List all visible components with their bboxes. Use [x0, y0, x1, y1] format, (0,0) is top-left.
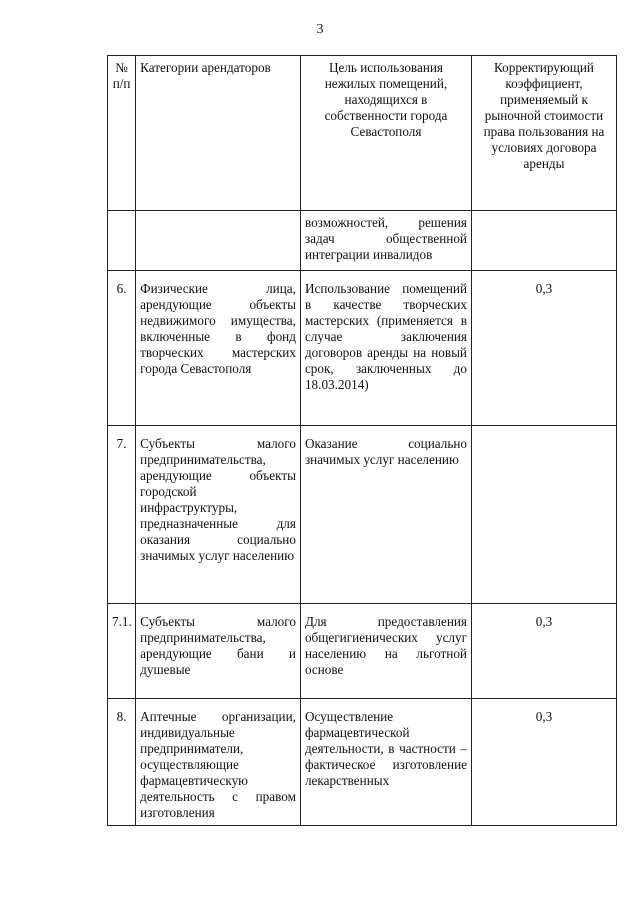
row-category	[136, 211, 301, 271]
row-category: Аптечные организации, индивидуальные предприниматели, осуществляющие фармацевтическую деятельность с правом изготовления	[136, 699, 301, 826]
rent-coefficient-table	[107, 55, 617, 826]
header-category: Категории арендаторов	[136, 56, 301, 211]
row-num: 7.1.	[108, 604, 136, 699]
table-row	[108, 604, 617, 699]
row-category: Субъекты малого предпринимательства, арендующие объекты городской инфраструктуры, предназначенные для оказания социально значимых услуг населению	[136, 426, 301, 604]
row-coefficient	[472, 211, 617, 271]
row-num	[108, 211, 136, 271]
header-purpose: Цель использования нежилых помещений, находящихся в собственности города Севастополя	[300, 56, 471, 211]
row-coefficient: 0,3	[472, 271, 617, 426]
table-row	[108, 699, 617, 826]
row-purpose: Оказание социально значимых услуг населению	[300, 426, 471, 604]
row-purpose: Использование помещений в качестве творческих мастерских (применяется в случае заключения договоров аренды на новый срок, заключенных до 18.03.2014)	[300, 271, 471, 426]
row-coefficient: 0,3	[472, 699, 617, 826]
table-header-row	[108, 56, 617, 211]
row-num: 8.	[108, 699, 136, 826]
row-num: 7.	[108, 426, 136, 604]
header-num: № п/п	[108, 56, 136, 211]
page-number: 3	[316, 22, 324, 37]
row-category: Субъекты малого предпринимательства, арендующие бани и душевые	[136, 604, 301, 699]
row-num: 6.	[108, 271, 136, 426]
row-coefficient	[472, 426, 617, 604]
row-purpose: Осуществление фармацевтической деятельности, в частности – фактическое изготовление лекарственных	[300, 699, 471, 826]
table-row	[108, 211, 617, 271]
row-purpose: возможностей, решения задач общественной интеграции инвалидов	[300, 211, 471, 271]
row-purpose: Для предоставления общегигиенических услуг населению на льготной основе	[300, 604, 471, 699]
header-coefficient: Корректирующий коэффициент, применяемый к рыночной стоимости права пользования на условиях договора аренды	[472, 56, 617, 211]
table-row	[108, 426, 617, 604]
table-row	[108, 271, 617, 426]
row-category: Физические лица, арендующие объекты недвижимого имущества, включенные в фонд творческих мастерских города Севастополя	[136, 271, 301, 426]
row-coefficient: 0,3	[472, 604, 617, 699]
